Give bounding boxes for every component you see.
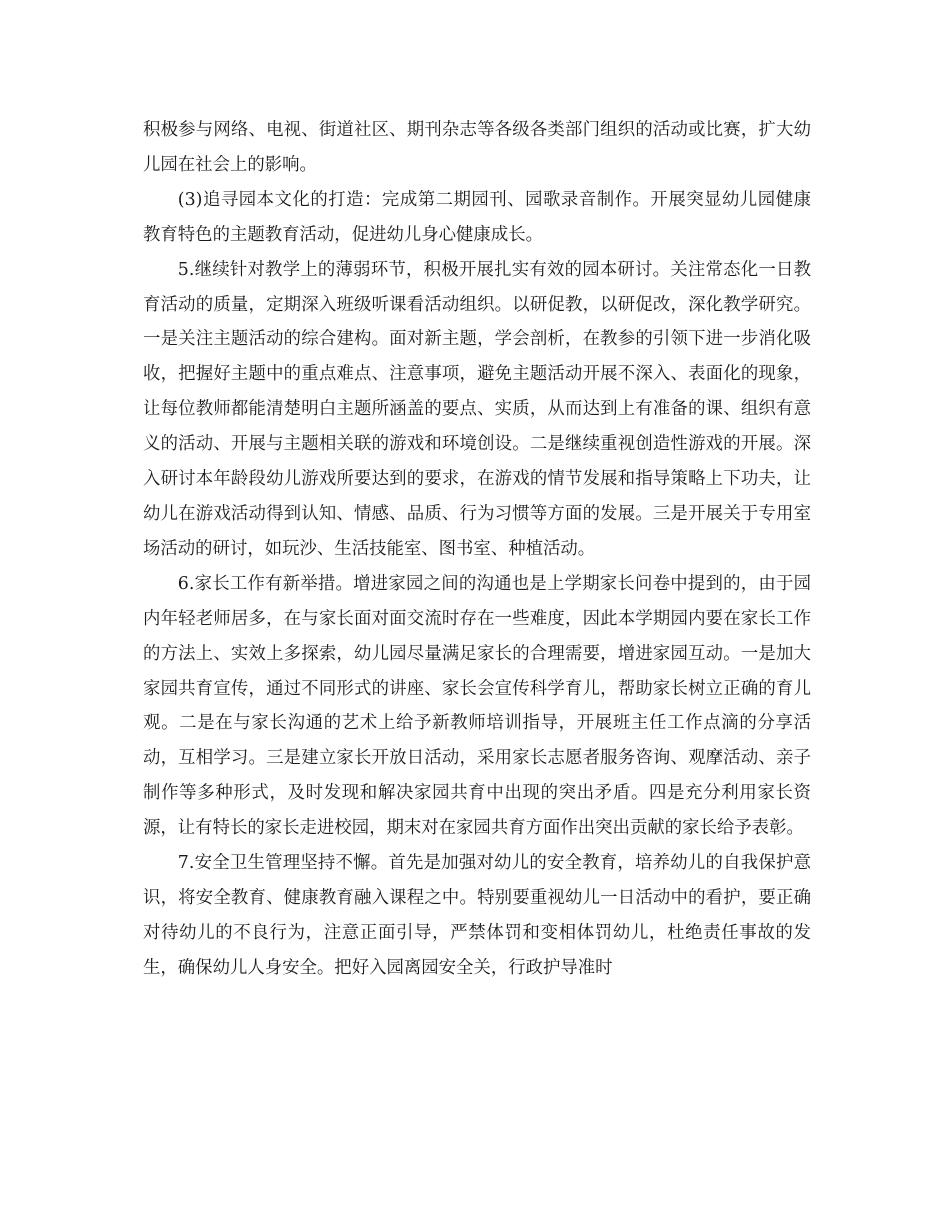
document-body bbox=[143, 113, 811, 986]
paragraph-continuation: 积极参与网络、电视、街道社区、期刊杂志等各级各类部门组织的活动或比赛，扩大幼儿园在社会上的影响。 bbox=[143, 120, 811, 175]
paragraph-teaching-research: 5.继续针对教学上的薄弱环节，积极开展扎实有效的园本研讨。关注常态化一日教育活动的质量，定期深入班级听课看活动组织。以研促教，以研促改，深化教学研究。一是关注主题活动的综合建构。面对新主题，学会剖析，在教参的引领下进一步消化吸收，把握好主题中的重点难点、注意事项，避免主题活动开展不深入、表面化的现象，让每位教师都能清楚明白主题所涵盖的要点、实质，从而达到上有准备的课、组织有意义的活动、开展与主题相关联的游戏和环境创设。二是继续重视创造性游戏的开展。深入研讨本年龄段幼儿游戏所要达到的要求，在游戏的情节发展和指导策略上下功夫，让幼儿在游戏活动得到认知、情感、品质、行为习惯等方面的发展。三是开展关于专用室场活动的研讨，如玩沙、生活技能室、图书室、种植活动。 bbox=[143, 259, 811, 559]
paragraph-safety-hygiene: 7.安全卫生管理坚持不懈。首先是加强对幼儿的安全教育，培养幼儿的自我保护意识，将安全教育、健康教育融入课程之中。特别要重视幼儿一日活动中的看护，要正确对待幼儿的不良行为，注意正面引导，严禁体罚和变相体罚幼儿，杜绝责任事故的发生，确保幼儿人身安全。把好入园离园安全关，行政护导准时 bbox=[143, 853, 811, 978]
paragraph-culture-building: (3)追寻园本文化的打造：完成第二期园刊、园歌录音制作。开展突显幼儿园健康教育特色的主题教育活动，促进幼儿身心健康成长。 bbox=[143, 189, 811, 245]
paragraph-parent-work: 6.家长工作有新举措。增进家园之间的沟通也是上学期家长问卷中提到的，由于园内年轻老师居多，在与家长面对面交流时存在一些难度，因此本学期园内要在家长工作的方法上、实效上多探索，幼儿园尽量满足家长的合理需要，增进家园互动。一是加大家园共育宣传，通过不同形式的讲座、家长会宣传科学育儿，帮助家长树立正确的育儿观。二是在与家长沟通的艺术上给予新教师培训指导，开展班主任工作点滴的分享活动，互相学习。三是建立家长开放日活动，采用家长志愿者服务咨询、观摩活动、亲子制作等多种形式，及时发现和解决家园共育中出现的突出矛盾。四是充分利用家长资源，让有特长的家长走进校园，期末对在家园共育方面作出突出贡献的家长给予表彰。 bbox=[143, 573, 811, 839]
